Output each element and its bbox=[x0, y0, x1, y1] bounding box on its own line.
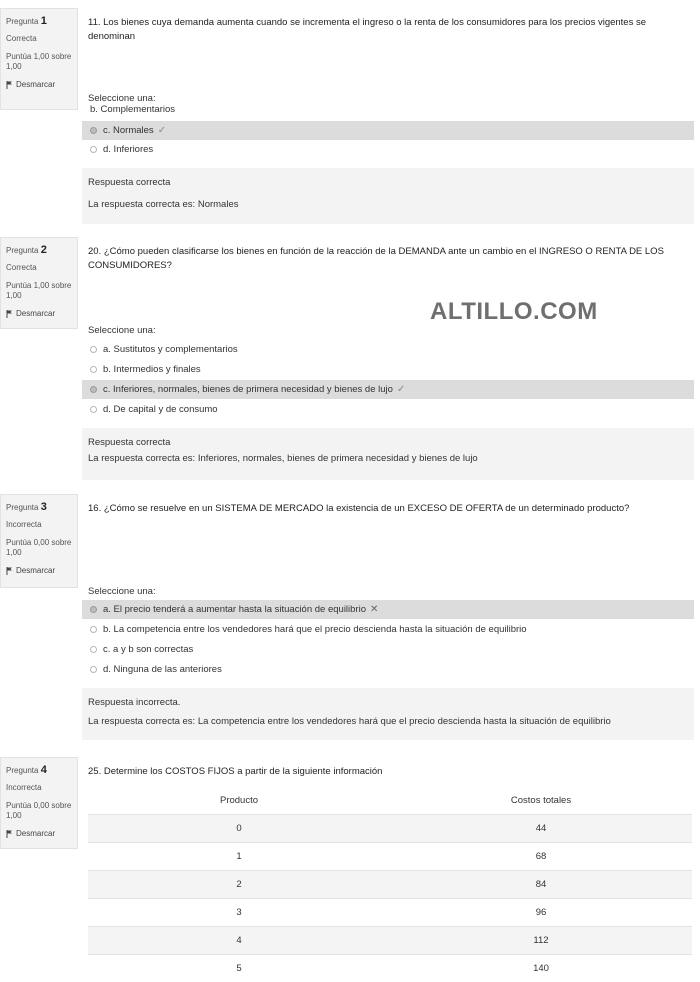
radio-button[interactable] bbox=[90, 406, 97, 413]
feedback-panel-3 bbox=[82, 688, 694, 740]
question-text: 11. Los bienes cuya demanda aumenta cuando se incrementa el ingreso o la renta de los consumidores para los precios vigentes se denominan bbox=[88, 17, 647, 42]
table-cell: 140 bbox=[390, 954, 692, 982]
question-state: Correcta bbox=[6, 262, 37, 272]
question-info bbox=[0, 757, 78, 849]
radio-button[interactable] bbox=[90, 646, 97, 653]
feedback-answer: La respuesta correcta es: La competencia entre los vendedores hará que el precio descienda hasta la situación de equilibrio bbox=[88, 716, 611, 727]
question-grade: Puntúa 0,00 sobre 1,00 bbox=[6, 800, 72, 820]
table-cell: 44 bbox=[390, 814, 692, 842]
unflag-button[interactable]: Desmarcar bbox=[6, 80, 73, 90]
question-text-box bbox=[82, 757, 694, 974]
feedback-panel-2 bbox=[82, 428, 694, 480]
radio-button[interactable] bbox=[90, 666, 97, 673]
flag-icon bbox=[6, 81, 13, 89]
unflag-button[interactable]: Desmarcar bbox=[6, 829, 73, 839]
answer-block-3 bbox=[82, 586, 694, 679]
table-header-row bbox=[88, 787, 692, 815]
table-cell: 96 bbox=[390, 898, 692, 926]
answer-option[interactable]: a. El precio tenderá a aumentar hasta la situación de equilibrio ✕ bbox=[82, 600, 694, 619]
answer-option[interactable]: d. Inferiores bbox=[82, 140, 694, 159]
watermark: ALTILLO.COM bbox=[430, 298, 598, 325]
question-state: Incorrecta bbox=[6, 782, 42, 792]
radio-button[interactable] bbox=[90, 346, 97, 353]
answer-options-1 bbox=[82, 121, 694, 159]
radio-button[interactable] bbox=[90, 146, 97, 153]
feedback-status: Respuesta correcta bbox=[88, 177, 171, 188]
cut-off-option: b. Complementarios bbox=[90, 104, 176, 115]
flag-icon bbox=[6, 567, 13, 575]
radio-button[interactable] bbox=[90, 626, 97, 633]
answer-block-2 bbox=[82, 325, 694, 419]
table-header: Costos totales bbox=[510, 794, 572, 806]
table-row bbox=[88, 898, 692, 926]
question-text-box bbox=[82, 494, 694, 580]
table-row bbox=[88, 954, 692, 982]
table-row bbox=[88, 870, 692, 898]
answer-option[interactable]: a. Sustitutos y complementarios bbox=[82, 340, 694, 359]
table-cell: 0 bbox=[88, 814, 390, 842]
question-state: Correcta bbox=[6, 33, 37, 43]
question-grade: Puntúa 0,00 sobre 1,00 bbox=[6, 537, 72, 557]
answer-prompt: Seleccione una: bbox=[88, 93, 156, 104]
question-number: Pregunta 2 bbox=[6, 244, 47, 256]
question-text: 16. ¿Cómo se resuelve en un SISTEMA DE MERCADO la existencia de un EXCESO DE OFERTA de un determinado producto? bbox=[88, 503, 630, 514]
question-text: 25. Determine los COSTOS FIJOS a partir de la siguiente información bbox=[88, 766, 383, 777]
cross-icon: ✕ bbox=[370, 604, 379, 615]
answer-option[interactable]: d. De capital y de consumo bbox=[82, 400, 694, 419]
question-grade: Puntúa 1,00 sobre 1,00 bbox=[6, 280, 72, 300]
question-grade: Puntúa 1,00 sobre 1,00 bbox=[6, 51, 72, 71]
table-cell: 5 bbox=[88, 954, 390, 982]
radio-button[interactable] bbox=[90, 606, 97, 613]
table-cell: 1 bbox=[88, 842, 390, 870]
answer-prompt: Seleccione una: bbox=[88, 586, 156, 597]
question-info bbox=[0, 8, 78, 110]
question-info bbox=[0, 237, 78, 329]
answer-option[interactable]: b. La competencia entre los vendedores hará que el precio descienda hasta la situación de equilibrio bbox=[82, 620, 694, 639]
flag-icon bbox=[6, 310, 13, 318]
question-number: Pregunta 3 bbox=[6, 501, 47, 513]
radio-button[interactable] bbox=[90, 127, 97, 134]
answer-option[interactable]: c. Normales ✓ bbox=[82, 121, 694, 140]
question-text-box bbox=[82, 237, 694, 323]
question-text: 20. ¿Cómo pueden clasificarse los bienes en función de la reacción de la DEMANDA ante un cambio en el INGRESO O RENTA DE LOS CONSUMIDORES? bbox=[88, 246, 664, 271]
table-row bbox=[88, 842, 692, 870]
table-cell: 3 bbox=[88, 898, 390, 926]
table-cell: 84 bbox=[390, 870, 692, 898]
check-icon: ✓ bbox=[157, 125, 167, 136]
question-state: Incorrecta bbox=[6, 519, 42, 529]
flag-icon bbox=[6, 830, 13, 838]
feedback-answer: La respuesta correcta es: Normales bbox=[88, 199, 239, 210]
table-row bbox=[88, 814, 692, 842]
answer-option[interactable]: b. Intermedios y finales bbox=[82, 360, 694, 379]
table-cell: 68 bbox=[390, 842, 692, 870]
answer-prompt: Seleccione una: bbox=[88, 325, 156, 336]
feedback-status: Respuesta incorrecta. bbox=[88, 697, 181, 708]
table-cell: 2 bbox=[88, 870, 390, 898]
answer-option[interactable]: d. Ninguna de las anteriores bbox=[82, 660, 694, 679]
table-header: Producto bbox=[219, 794, 259, 806]
feedback-status: Respuesta correcta bbox=[88, 437, 171, 448]
answer-option[interactable]: c. Inferiores, normales, bienes de primera necesidad y bienes de lujo ✓ bbox=[82, 380, 694, 399]
unflag-button[interactable]: Desmarcar bbox=[6, 309, 73, 319]
unflag-button[interactable]: Desmarcar bbox=[6, 566, 73, 576]
feedback-answer: La respuesta correcta es: Inferiores, normales, bienes de primera necesidad y bienes de lujo bbox=[88, 453, 478, 464]
answer-block-1 bbox=[82, 93, 694, 104]
answer-option[interactable]: c. a y b son correctas bbox=[82, 640, 694, 659]
question-number: Pregunta 1 bbox=[6, 15, 47, 27]
table-row bbox=[88, 926, 692, 954]
table-cell: 4 bbox=[88, 926, 390, 954]
question-number: Pregunta 4 bbox=[6, 764, 47, 776]
table-cell: 112 bbox=[390, 926, 692, 954]
costs-table bbox=[88, 787, 692, 982]
radio-button[interactable] bbox=[90, 366, 97, 373]
radio-button[interactable] bbox=[90, 386, 97, 393]
check-icon: ✓ bbox=[396, 384, 406, 395]
feedback-panel-1 bbox=[82, 168, 694, 224]
question-info bbox=[0, 494, 78, 588]
